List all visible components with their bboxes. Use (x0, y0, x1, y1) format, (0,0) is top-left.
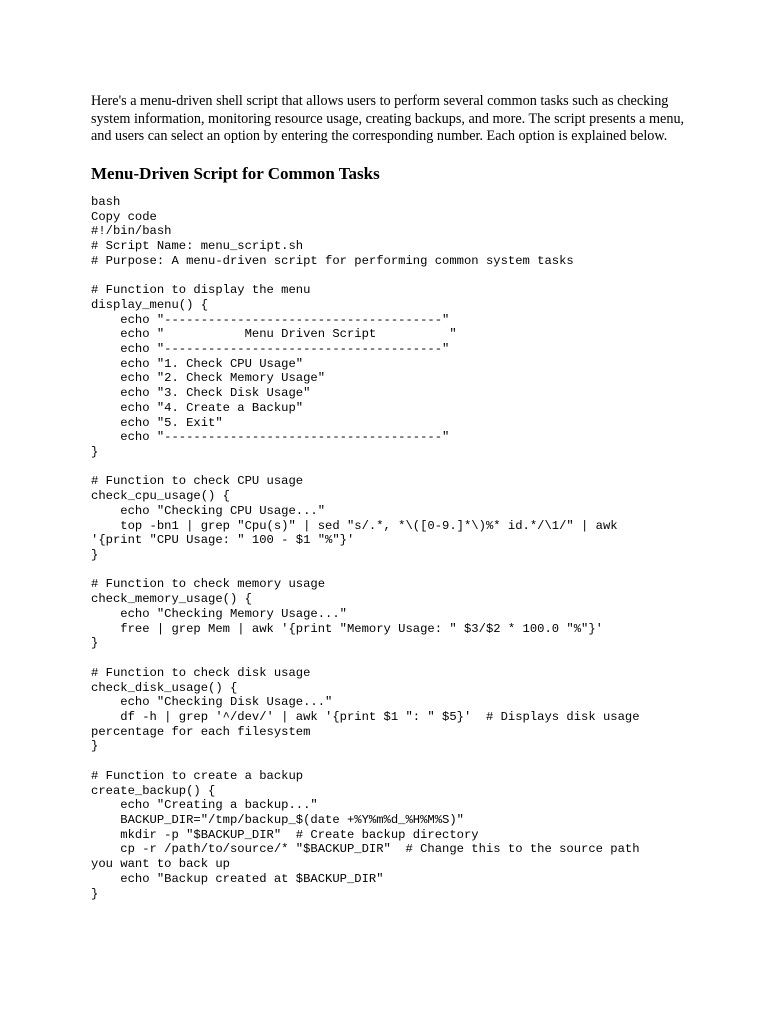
code-line: echo "5. Exit" (91, 415, 223, 430)
code-line: echo "3. Check Disk Usage" (91, 386, 311, 401)
code-line: free | grep Mem | awk '{print "Memory Usage: " $3/$2 * 100.0 "%"}' (91, 621, 603, 636)
code-line: display_menu() { (91, 297, 209, 312)
code-line: # Function to check disk usage (91, 665, 311, 680)
code-line: # Function to check memory usage (91, 577, 326, 592)
code-line: #!/bin/bash (91, 224, 172, 239)
code-line: echo "Checking CPU Usage..." (91, 503, 326, 518)
code-line: echo "--------------------------------------" (91, 341, 450, 356)
code-line: echo "Backup created at $BACKUP_DIR" (91, 871, 384, 886)
code-line: bash (91, 194, 121, 209)
code-line: df -h | grep '^/dev/' | awk '{print $1 ": " $5}' # Displays disk usage (91, 709, 640, 724)
code-line: # Function to display the menu (91, 283, 311, 298)
code-line: # Purpose: A menu-driven script for performing common system tasks (91, 253, 574, 268)
code-line: top -bn1 | grep "Cpu(s)" | sed "s/.*, *\([0-9.]*\)%* id.*/\1/" | awk (91, 518, 618, 533)
code-line: check_cpu_usage() { (91, 489, 230, 504)
code-line: echo " Menu Driven Script " (91, 327, 457, 342)
code-line: # Function to check CPU usage (91, 474, 304, 489)
code-line: echo "--------------------------------------" (91, 430, 450, 445)
code-line: create_backup() { (91, 783, 216, 798)
document-page (91, 93, 691, 901)
code-line (91, 268, 691, 283)
section-heading: Menu-Driven Script for Common Tasks (91, 163, 380, 183)
code-line: echo "4. Create a Backup" (91, 400, 304, 415)
code-line: } (91, 445, 99, 459)
code-line: percentage for each filesystem (91, 724, 311, 739)
intro-paragraph: Here's a menu-driven shell script that allows users to perform several common tasks such as checking system information, monitoring resource usage, creating backups, and more. The script presents a menu, and users can select an option by entering the corresponding number. Each option is explained below. (91, 93, 685, 145)
code-line: mkdir -p "$BACKUP_DIR" # Create backup directory (91, 827, 479, 842)
code-line: cp -r /path/to/source/* "$BACKUP_DIR" # Change this to the source path (91, 842, 640, 857)
code-line: echo "Checking Memory Usage..." (91, 606, 347, 621)
code-line: echo "Checking Disk Usage..." (91, 695, 333, 710)
code-line: # Script Name: menu_script.sh (91, 238, 304, 253)
code-line: } (91, 886, 99, 901)
code-line: } (91, 739, 99, 754)
code-line: echo "--------------------------------------" (91, 312, 450, 327)
code-line: BACKUP_DIR="/tmp/backup_$(date +%Y%m%d_%H%M%S)" (91, 812, 464, 827)
code-line: # Function to create a backup (91, 768, 304, 783)
code-line: you want to back up (91, 857, 230, 872)
code-line: Copy code (91, 209, 157, 224)
code-line (91, 563, 691, 578)
code-line: echo "2. Check Memory Usage" (91, 371, 326, 386)
code-line: check_memory_usage() { (91, 592, 252, 607)
code-line (91, 754, 691, 769)
code-line (91, 460, 691, 475)
code-line: echo "Creating a backup..." (91, 798, 318, 813)
code-line: '{print "CPU Usage: " 100 - $1 "%"}' (91, 533, 355, 548)
code-line: check_disk_usage() { (91, 680, 238, 695)
code-line: } (91, 548, 99, 563)
code-block[interactable] (91, 195, 691, 902)
code-line (91, 651, 691, 666)
code-line: } (91, 636, 99, 651)
code-line: echo "1. Check CPU Usage" (91, 356, 304, 371)
